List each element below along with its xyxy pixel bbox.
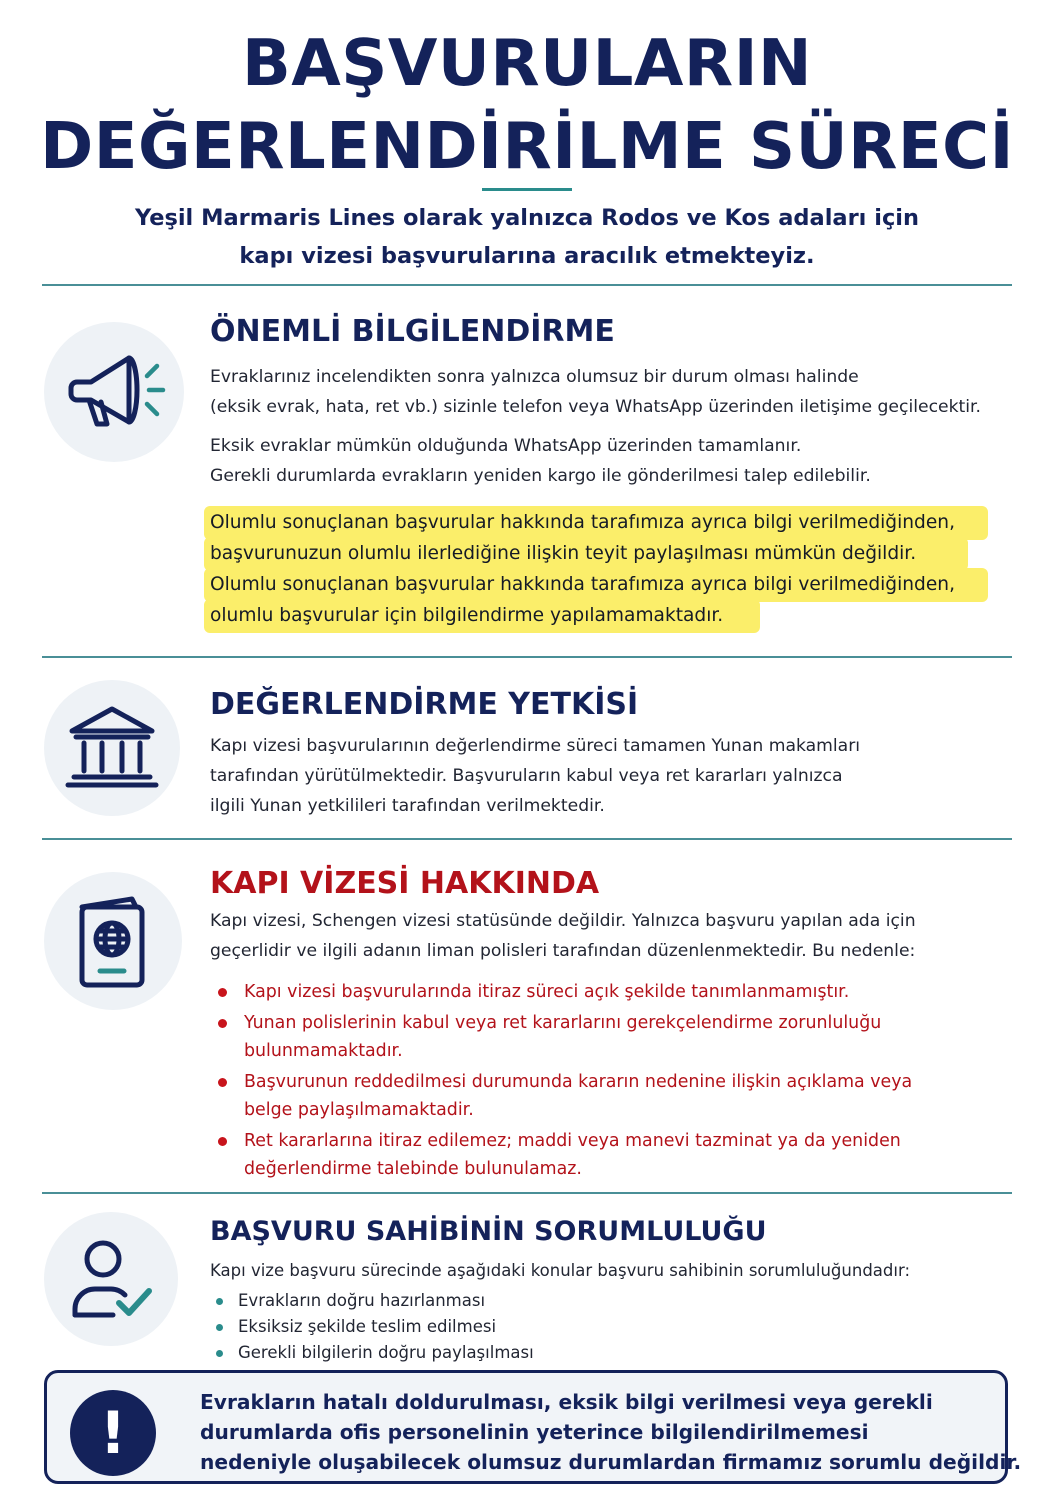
section-divider <box>42 284 1012 286</box>
disclaimer-text-line: nedeniyle oluşabilecek olumsuz durumlardan firmamız sorumlu değildir. <box>200 1450 1022 1474</box>
subtitle-line-2: kapı vizesi başvurularına aracılık etmekteyiz. <box>239 243 815 269</box>
bullet-dot <box>216 1350 223 1357</box>
section-heading-responsibility: BAŞVURU SAHİBİNİN SORUMLULUĞU <box>210 1216 767 1247</box>
government-building-icon <box>44 680 180 816</box>
list-item: Başvurunun reddedilmesi durumunda kararın nedenine ilişkin açıklama veya <box>214 1068 912 1096</box>
responsibility-intro: Kapı vize başvuru sürecinde aşağıdaki konular başvuru sahibinin sorumluluğundadır: <box>210 1261 911 1280</box>
section-heading-authority: DEĞERLENDİRME YETKİSİ <box>210 687 639 722</box>
highlighted-notice-line: Olumlu sonuçlanan başvurular hakkında tarafımıza ayrıca bilgi verilmediğinden, <box>210 574 955 595</box>
section-divider <box>42 656 1012 658</box>
bullet-dot <box>218 1078 227 1087</box>
bullet-dot <box>216 1324 223 1331</box>
megaphone-icon <box>44 322 184 462</box>
exclamation-icon: ! <box>70 1390 156 1476</box>
authority-text-line: Kapı vizesi başvurularının değerlendirme süreci tamamen Yunan makamları <box>210 736 861 756</box>
responsibility-list <box>214 1288 534 1366</box>
important-text-line: Eksik evraklar mümkün olduğunda WhatsApp üzerinden tamamlanır. <box>210 436 802 456</box>
section-heading-visa: KAPI VİZESİ HAKKINDA <box>210 866 600 901</box>
authority-text-line: tarafından yürütülmektedir. Başvuruların kabul veya ret kararları yalnızca <box>210 766 843 786</box>
important-text-line: (eksik evrak, hata, ret vb.) sizinle telefon veya WhatsApp üzerinden iletişime geçilecektir. <box>210 397 982 417</box>
title-underline <box>482 188 572 191</box>
visa-warning-list <box>214 978 912 1183</box>
list-item: Eksiksiz şekilde teslim edilmesi <box>214 1314 534 1340</box>
passport-icon <box>44 872 182 1010</box>
important-text-line: Gerekli durumlarda evrakların yeniden kargo ile gönderilmesi talep edilebilir. <box>210 466 871 486</box>
list-item-continuation: bulunmamaktadır. <box>244 1041 403 1061</box>
list-item: Yunan polislerinin kabul veya ret kararlarını gerekçelendirme zorunluluğu <box>214 1009 912 1037</box>
authority-text-line: ilgili Yunan yetkilileri tarafından verilmektedir. <box>210 796 605 816</box>
list-item: Gerekli bilgilerin doğru paylaşılması <box>214 1340 534 1366</box>
bullet-dot <box>218 1019 227 1028</box>
disclaimer-text-line: durumlarda ofis personelinin yeterince bilgilendirilmemesi <box>200 1420 869 1444</box>
section-divider <box>42 1192 1012 1194</box>
section-heading-important: ÖNEMLİ BİLGİLENDİRME <box>210 314 615 349</box>
list-item: Kapı vizesi başvurularında itiraz süreci açık şekilde tanımlanmamıştır. <box>214 978 912 1006</box>
user-check-icon <box>44 1212 178 1346</box>
highlighted-notice-line: Olumlu sonuçlanan başvurular hakkında tarafımıza ayrıca bilgi verilmediğinden, <box>210 512 955 533</box>
page-title-line-1: BAŞVURULARIN <box>241 27 813 101</box>
visa-text-line: Kapı vizesi, Schengen vizesi statüsünde değildir. Yalnızca başvuru yapılan ada için <box>210 911 916 931</box>
important-text-line: Evraklarınız incelendikten sonra yalnızca olumsuz bir durum olması halinde <box>210 367 859 387</box>
visa-text-line: geçerlidir ve ilgili adanın liman polisleri tarafından düzenlenmektedir. Bu nedenle: <box>210 941 916 961</box>
bullet-dot <box>218 1137 227 1146</box>
highlighted-notice-line: olumlu başvurular için bilgilendirme yapılamamaktadır. <box>210 605 724 626</box>
page-title-line-2: DEĞERLENDİRİLME SÜRECİ <box>40 110 1014 184</box>
disclaimer-text-line: Evrakların hatalı doldurulması, eksik bilgi verilmesi veya gerekli <box>200 1390 933 1414</box>
list-item-continuation: değerlendirme talebinde bulunulamaz. <box>244 1159 582 1179</box>
list-item-continuation: belge paylaşılmamaktadir. <box>244 1100 474 1120</box>
subtitle-line-1: Yeşil Marmaris Lines olarak yalnızca Rodos ve Kos adaları için <box>134 205 920 231</box>
section-divider <box>42 838 1012 840</box>
list-item: Ret kararlarına itiraz edilemez; maddi veya manevi tazminat ya da yeniden <box>214 1127 912 1155</box>
bullet-dot <box>218 988 227 997</box>
list-item: Evrakların doğru hazırlanması <box>214 1288 534 1314</box>
bullet-dot <box>216 1298 223 1305</box>
highlighted-notice-line: başvurunuzun olumlu ilerlediğine ilişkin teyit paylaşılması mümkün değildir. <box>210 543 917 564</box>
